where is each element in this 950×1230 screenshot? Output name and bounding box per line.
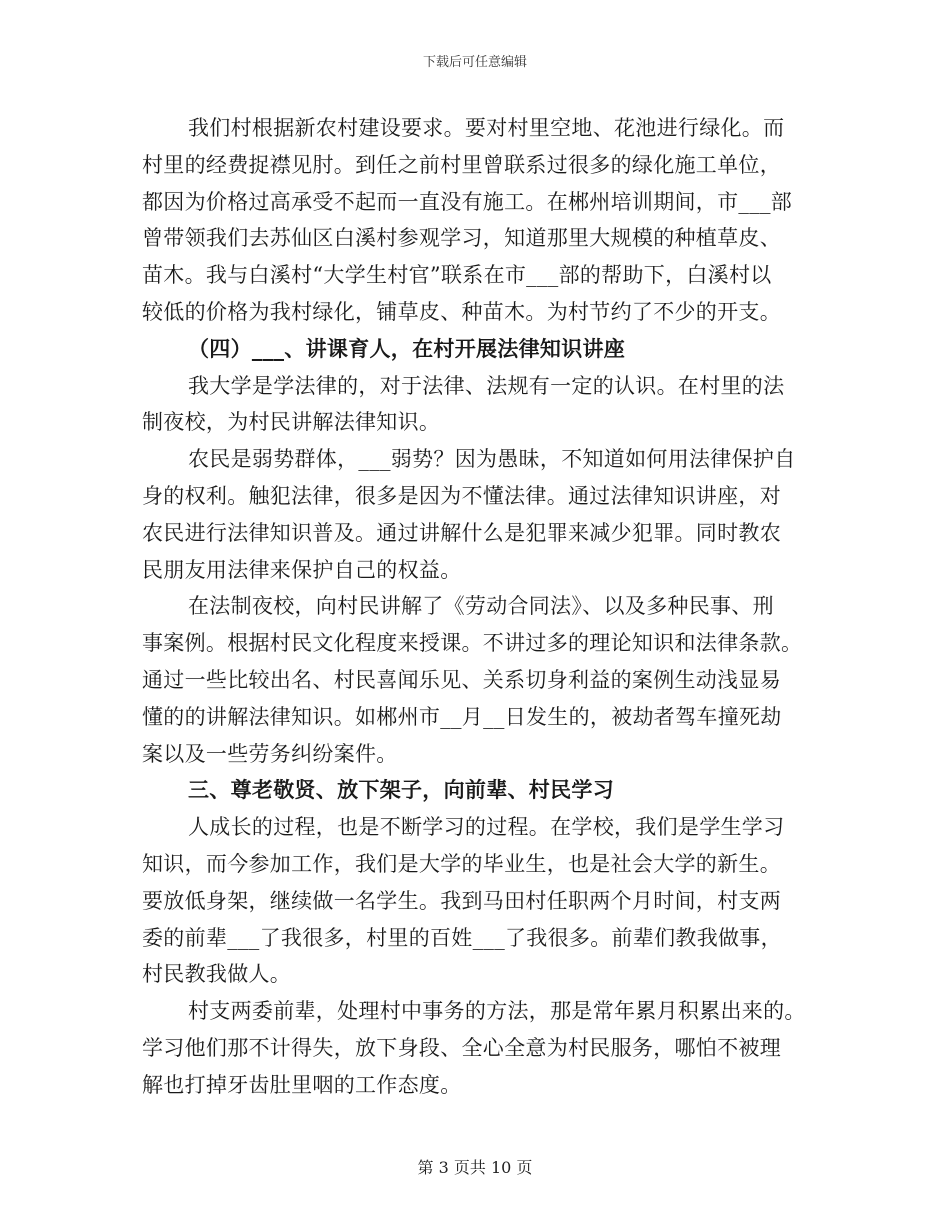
text-line: 要放低身架，继续做一名学生。我到马田村任职两个月时间，村支两 [142,888,781,913]
text-line: 案以及一些劳务纠纷案件。 [142,741,398,766]
text-line: 苗木。我与白溪村“大学生村官”联系在市___部的帮助下，白溪村以 [142,263,772,288]
text-line: 人成长的过程，也是不断学习的过程。在学校，我们是学生学习 [188,815,785,840]
text-line: 曾带领我们去苏仙区白溪村参观学习，知道那里大规模的种植草皮、 [142,226,781,251]
text-line: 都因为价格过高承受不起而一直没有施工。在郴州培训期间，市___部 [142,189,793,214]
text-line: 委的前辈___了我很多，村里的百姓___了我很多。前辈们教我做事， [142,925,782,950]
text-line: 村支两委前辈，处理村中事务的方法，那是常年累月积累出来的。 [188,999,806,1024]
section-heading: （四）___、讲课育人，在村开展法律知识讲座 [188,335,626,361]
page-header: 下载后可任意编辑 [422,55,527,70]
text-line: 我大学是学法律的，对于法律、法规有一定的认识。在村里的法 [188,373,785,398]
text-line: 较低的价格为我村绿化，铺草皮、种苗木。为村节约了不少的开支。 [142,299,781,324]
text-line: 学习他们那不计得失，放下身段、全心全意为村民服务，哪怕不被理 [142,1035,781,1060]
text-line: 懂的的讲解法律知识。如郴州市__月__日发生的，被劫者驾车撞死劫 [142,704,782,729]
text-line: 制夜校，为村民讲解法律知识。 [142,410,441,435]
text-line: 农民是弱势群体，___弱势？因为愚昧，不知道如何用法律保护自 [188,447,796,472]
document-body [142,110,810,1104]
text-line: 在法制夜校，向村民讲解了《劳动合同法》、以及多种民事、刑 [188,594,774,619]
text-line: 身的权利。触犯法律，很多是因为不懂法律。通过法律知识讲座，对 [142,483,781,508]
text-line: 知识，而今参加工作，我们是大学的毕业生，也是社会大学的新生。 [142,851,781,876]
page-number-footer: 第 3 页共 10 页 [417,1158,533,1177]
section-heading: 三、尊老敬贤、放下架子，向前辈、村民学习 [188,777,614,803]
text-line: 我们村根据新农村建设要求。要对村里空地、花池进行绿化。而 [188,116,785,140]
text-line: 民朋友用法律来保护自己的权益。 [142,557,462,582]
text-line: 解也打掉牙齿肚里咽的工作态度。 [142,1072,462,1097]
text-line: 事案例。根据村民文化程度来授课。不讲过多的理论知识和法律条款。 [142,631,803,656]
text-line: 通过一些比较出名、村民喜闻乐见、关系切身利益的案例生动浅显易 [142,667,781,692]
text-line: 村里的经费捉襟见肘。到任之前村里曾联系过很多的绿化施工单位， [142,152,781,177]
text-line: 村民教我做人。 [142,962,292,987]
text-line: 农民进行法律知识普及。通过讲解什么是犯罪来减少犯罪。同时教农 [142,520,781,545]
